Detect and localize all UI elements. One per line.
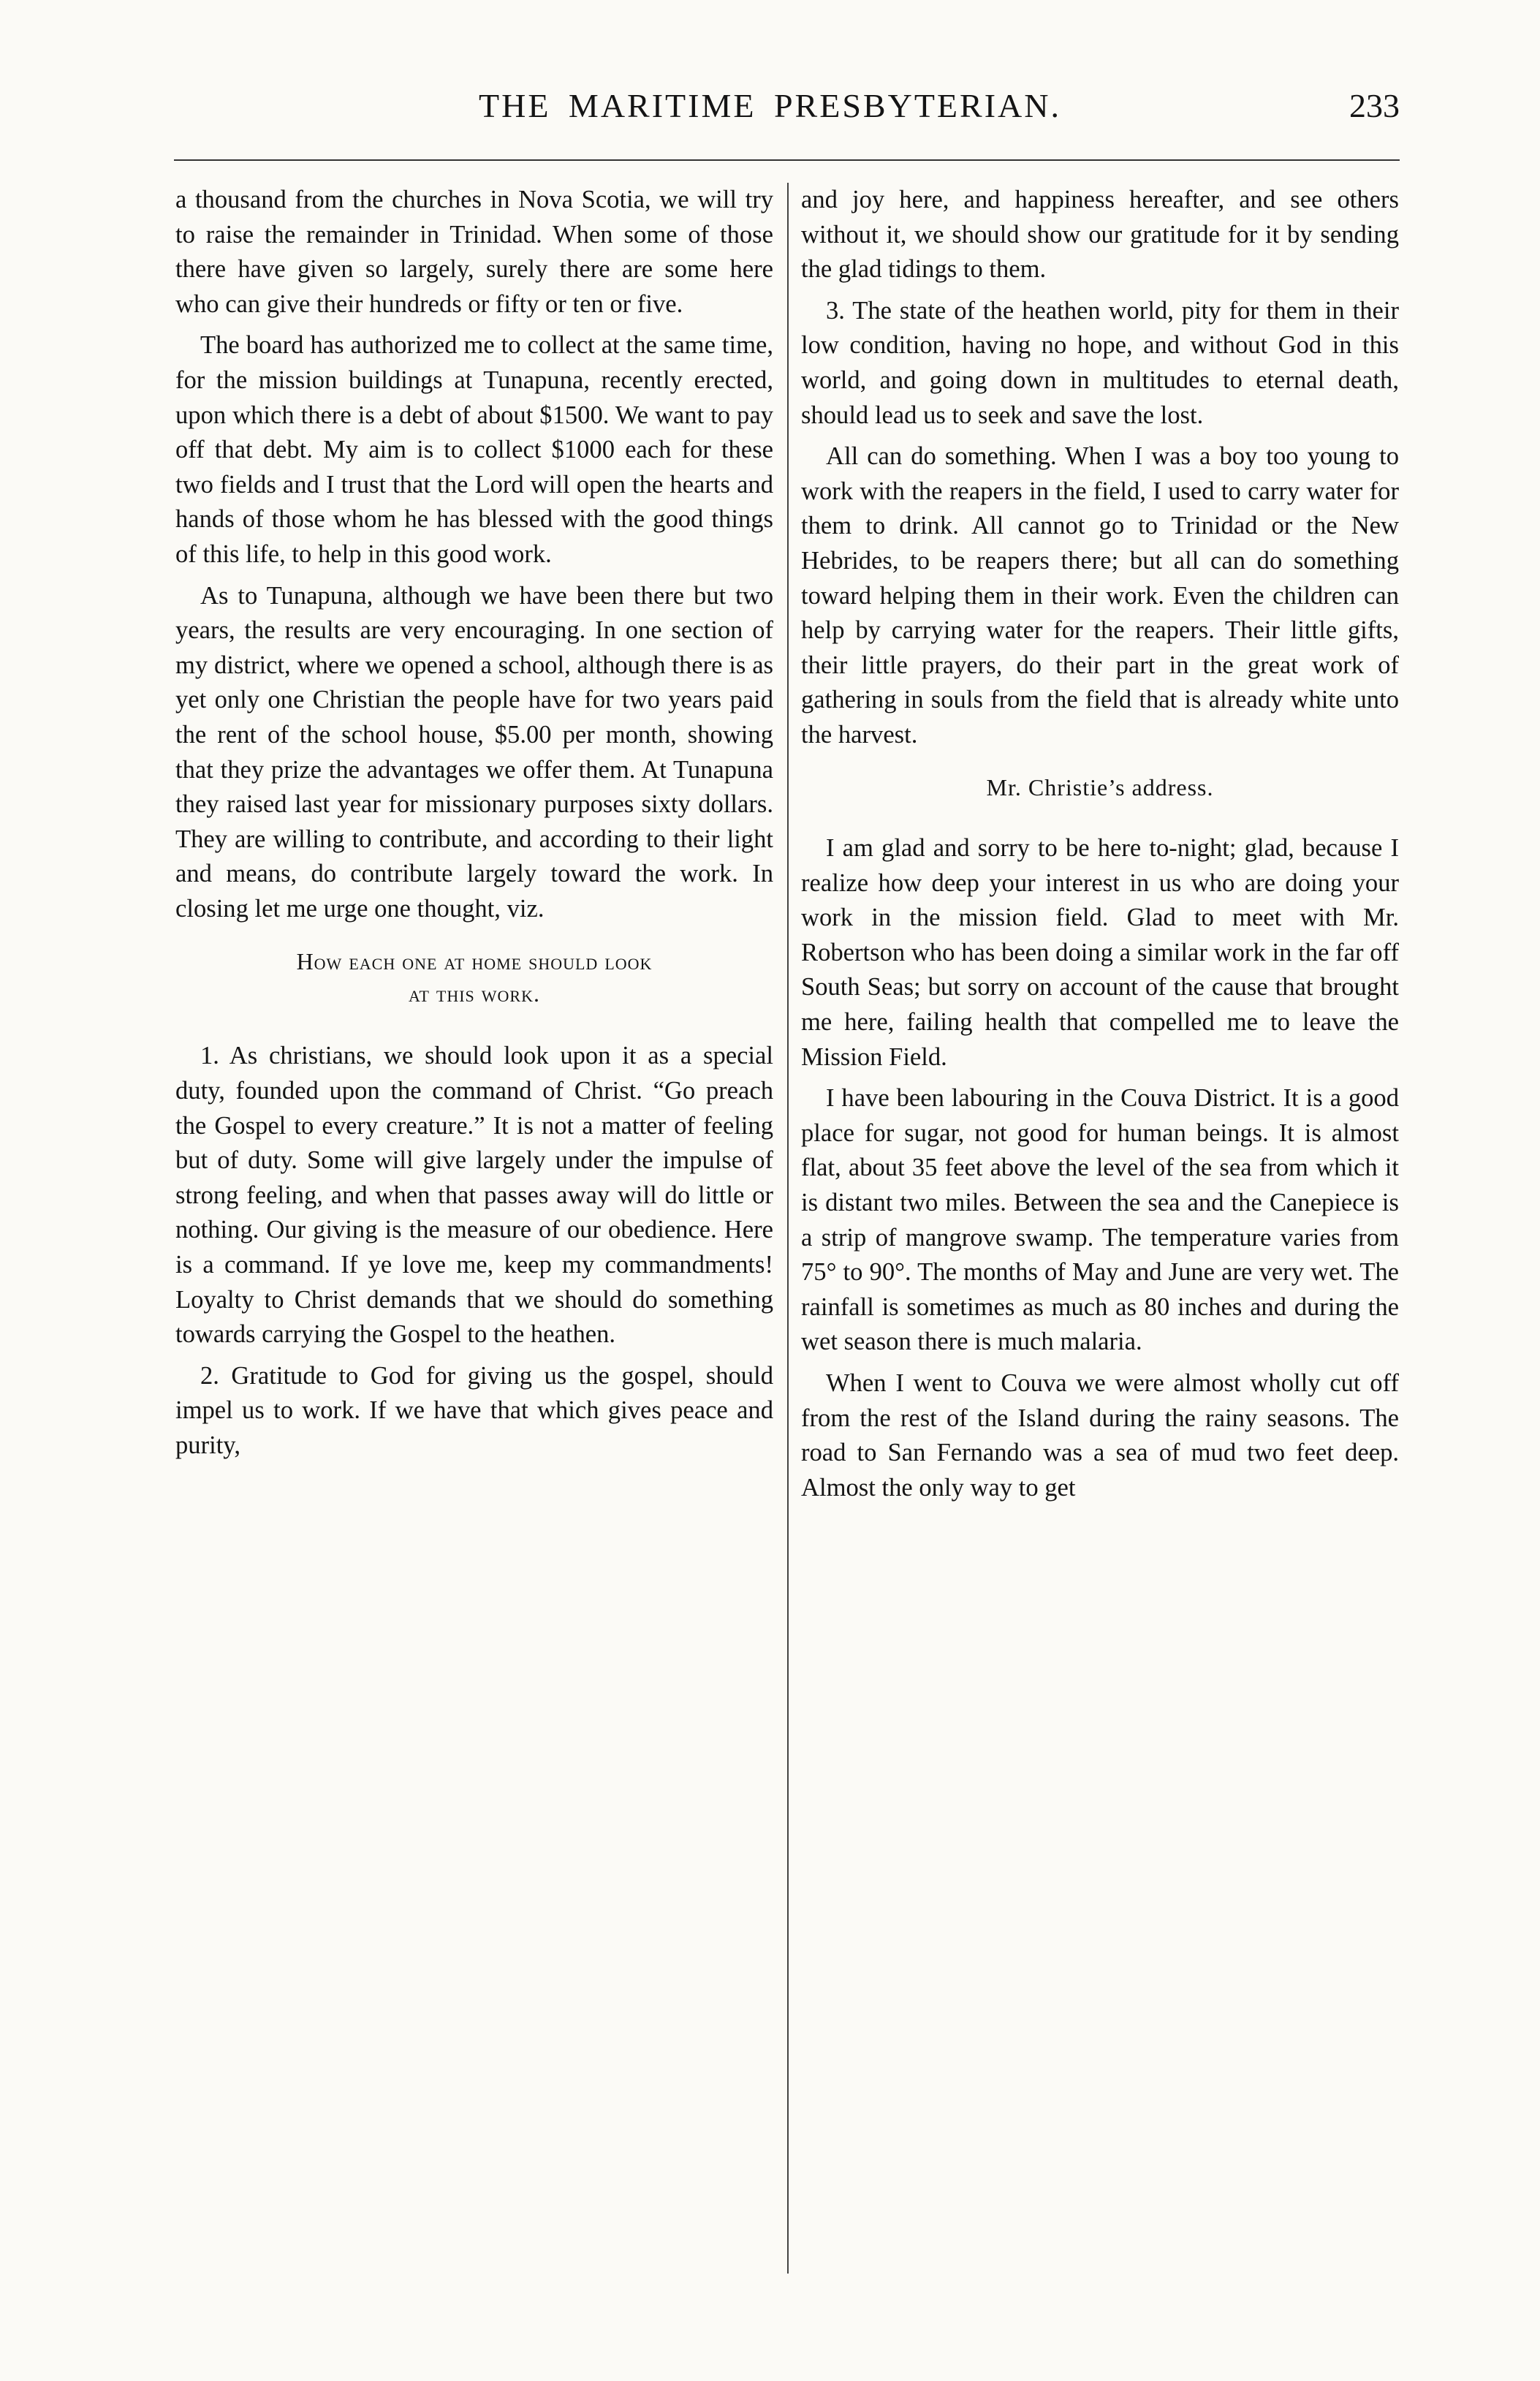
paragraph: 1. As christians, we should look upon it as a special duty, founded upon the command of Christ. “Go preach the Gospel to every creature.” It is not a matter of feeling but of duty. Some will give largely under the impulse of strong feeling, and when that passes away will do little or nothing. Our giving is the measure of our obedience. Here is a command. If ye love me, keep my commandments! Loyalty to Christ demands that we should do something towards carrying the Gospel to the heathen. [175,1042,773,1349]
address-heading: Mr. Christie’s address. [986,773,1214,800]
running-title: THE MARITIME PRESBYTERIAN. [479,87,1061,124]
column-divider [787,183,789,2274]
section-heading-line: How each one at home should look [296,948,653,975]
page-header [0,86,1540,137]
paragraph: I am glad and sorry to be here to-night; glad, because I realize how deep your interest in us who are doing your work in the mission field. Glad to meet with Mr. Robertson who has been doing a similar work in the far off South Seas; but sorry on account of the cause that brought me here, failing health that compelled me to leave the Mission Field. [801,834,1399,1071]
page-number: 233 [1349,87,1400,124]
header-rule [174,159,1400,161]
paragraph: 3. The state of the heathen world, pity for them in their low condition, having no hope, and without God in this world, and going down in multitudes to eternal death, should lead us to seek and save the lost. [801,296,1399,429]
paragraph: I have been labouring in the Couva District. It is a good place for sugar, not good for human beings. It is almost flat, about 35 feet above the level of the sea from which it is distant two miles. Between the sea and the Canepiece is a strip of mangrove swamp. The temperature varies from 75° to 90°. The months of May and June are very wet. The rainfall is sometimes as much as 80 inches and during the wet season there is much malaria. [801,1084,1399,1356]
section-heading-line: at this work. [409,980,540,1007]
paragraph: a thousand from the churches in Nova Scotia, we will try to raise the remainder in Trinidad. When some of those there have given so largely, surely there are some here who can give their hundreds or fifty or ten or five. [175,186,773,318]
section-heading [175,945,773,1010]
paragraph: As to Tunapuna, although we have been there but two years, the results are very encouraging. In one section of my district, where we opened a school, although there is as yet only one Christian the people have for two years paid the rent of the school house, $5.00 per month, showing that they prize the advantages we offer them. At Tunapuna they raised last year for missionary purposes sixty dollars. They are willing to contribute, and according to their light and means, do contribute largely toward the work. In closing let me urge one thought, viz. [175,581,773,923]
paragraph: 2. Gratitude to God for giving us the gospel, should impel us to work. If we have that which gives peace and purity, [175,1361,773,1459]
left-column [175,183,773,2325]
right-column [801,183,1399,2325]
paragraph: All can do something. When I was a boy too young to work with the reapers in the field, I used to carry water for them to drink. All cannot go to Trinidad or the New Hebrides, to be reapers there; but all can do something toward helping them in their work. Even the children can help by carrying water for the reapers. Their little gifts, their little prayers, do their part in the great work of gathering in souls from the field that is already white unto the harvest. [801,442,1399,749]
paragraph: When I went to Couva we were almost wholly cut off from the rest of the Island during the rainy seasons. The road to San Fernando was a sea of mud two feet deep. Almost the only way to get [801,1369,1399,1502]
paragraph: The board has authorized me to collect at the same time, for the mission buildings at Tunapuna, recently erected, upon which there is a debt of about $1500. We want to pay off that debt. My aim is to collect $1000 each for these two fields and I trust that the Lord will open the hearts and hands of those whom he has blessed with the good things of this life, to help in this good work. [175,331,773,568]
paragraph: and joy here, and happiness hereafter, and see others without it, we should show our gratitude for it by sending the glad tidings to them. [801,186,1399,284]
